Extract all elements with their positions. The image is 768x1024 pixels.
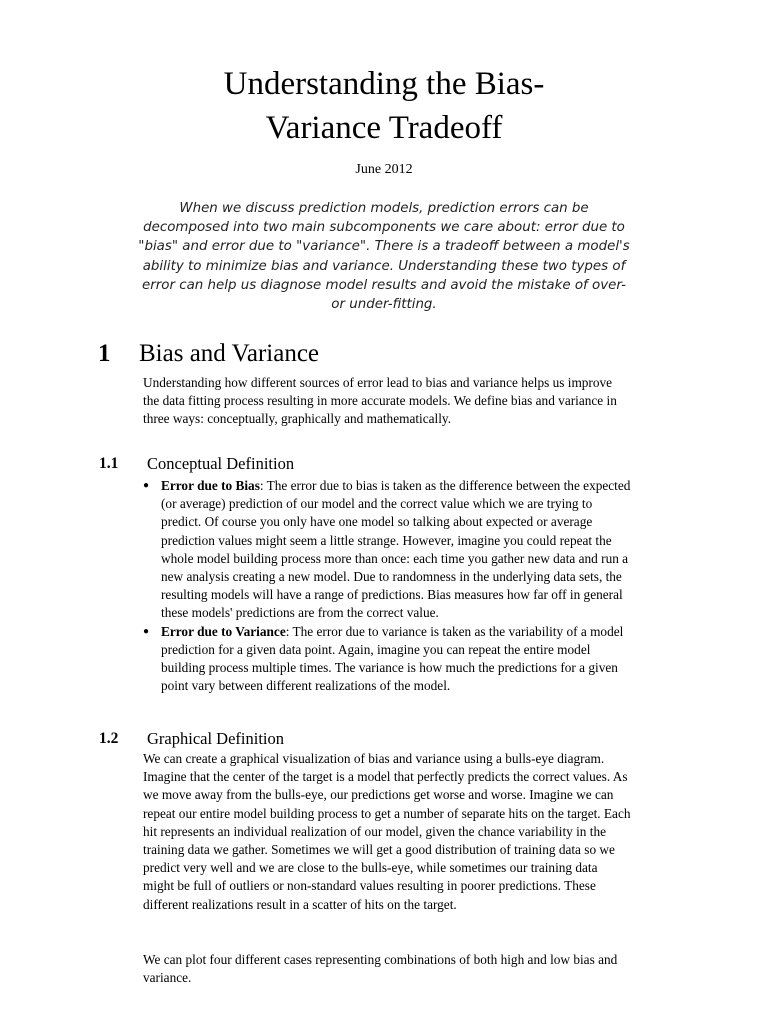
bias-term: Error due to Bias — [161, 478, 260, 493]
definition-list — [143, 477, 633, 695]
variance-definition: : The error due to variance is taken as the variability of a model prediction for a given data point. Again, imagine you can repeat the entire model building process multiple times. The variance is how much the predictions for a given point vary between different realizations of the model. — [161, 623, 624, 694]
bullet-icon: ● — [143, 625, 150, 637]
graphical-paragraph-1: We can create a graphical visualization of bias and variance using a bulls-eye diagram. Imagine that the center of the target is a model that perfectly predicts the correct values. As we move away from the bulls-eye, our predictions get worse and worse. Imagine we can repeat our entire model building process to get a number of separate hits on the target. Each hit represents an individual realization of our model, given the chance variability in the training data we gather. Sometimes we will get a good distribution of training data so we predict very well and we are close to the bulls-eye, while sometimes our training data might be full of outliers or non-standard values resulting in poorer predictions. These different realizations result in a scatter of hits on the target. — [143, 751, 631, 912]
bias-definition: : The error due to bias is taken as the difference between the expected (or average) prediction of our model and the correct value which we are trying to predict. Of course you only have one model so talking about expected or average prediction values might seem a little strange. However, imagine you could repeat the whole model building process more than once: each time you gather new data and run a new analysis creating a new model. Due to randomness in the underlying data sets, the resulting models will have a range of predictions. Bias measures how far off in general these models' predictions are from the correct value. — [161, 478, 631, 621]
document-date: June 2012 — [355, 162, 413, 177]
subsection-title-graphical: Graphical Definition — [147, 729, 284, 748]
list-item-bias — [143, 477, 633, 623]
section-intro-paragraph: Understanding how different sources of error lead to bias and variance helps us improve the data fitting process resulting in more accurate models. We define bias and variance in three ways: conceptually, graphically and mathematically. — [143, 375, 617, 427]
subsection-number-conceptual: 1.1 — [99, 455, 119, 472]
document-title — [100, 62, 668, 150]
section-number: 1 — [98, 340, 111, 367]
variance-term: Error due to Variance — [161, 623, 286, 639]
abstract: When we discuss prediction models, prediction errors can be decomposed into two main subcomponents we care about: error due to "bias" and error due to "variance". There is a tradeoff between a model's ability to minimize bias and variance. Understanding these two types of error can help us diagnose model results and avoid the mistake of over- or under-fitting. — [138, 201, 630, 313]
subsection-title-conceptual: Conceptual Definition — [147, 454, 295, 473]
list-item-variance — [143, 623, 633, 696]
bullet-icon: ● — [143, 480, 150, 491]
subsection-number-graphical: 1.2 — [99, 730, 119, 747]
section-title: Bias and Variance — [139, 340, 320, 367]
title-line-1: Understanding the Bias- — [223, 66, 545, 102]
title-line-2: Variance Tradeoff — [265, 110, 503, 146]
graphical-paragraph-2: We can plot four different cases representing combinations of both high and low bias and variance. — [143, 952, 618, 986]
